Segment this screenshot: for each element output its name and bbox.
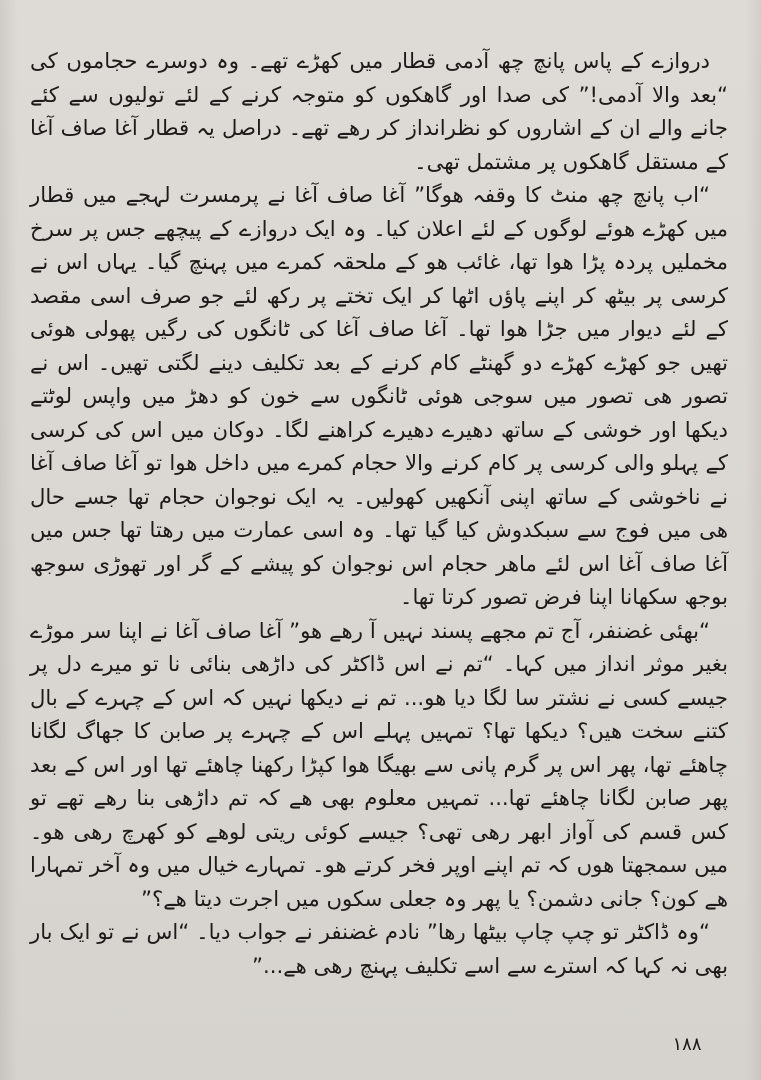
paragraph-2: “اب پانچ چھ منٹ کا وقفہ ھوگا” آغا صاف آغا نے پرمسرت لہجے میں قطار میں کھڑے ھوئے لوگوں کے لئے اعلان کیا۔ وہ ایک دروازے کے پیچھے جس پر سرخ مخملیں پردہ پڑا ھوا تھا، غائب ھو کے ملحقہ کمرے میں پہنچ گیا۔ یہاں اس نے کرسی پر بیٹھ کر اپنے پاؤں اٹھا کر ایک تختے پر رکھ لئے جو صرف اسی مقصد کے لئے دیوار میں جڑا ھوا تھا۔ آغا صاف آغا کی ٹانگوں کی رگیں پھولی ھوئی تھیں جو کھڑے کھڑے دو گھنٹے کام کرنے کے بعد تکلیف دینے لگتی تھیں۔ اس نے تصور ھی تصور میں سوجی ھوئی ٹانگوں سے خون کو دھڑ میں واپس لوٹتے دیکھا اور خوشی کے ساتھ دھیرے دھیرے کراھنے لگا۔ دوکان میں اس کی کرسی کے پہلو والی کرسی پر کام کرنے والا حجام کمرے میں داخل ھوا تو آغا صاف آغا نے ناخوشی کے ساتھ اپنی آنکھیں کھولیں۔ یہ ایک نوجوان حجام تھا جسے حال ھی میں فوج سے سبکدوش کیا گیا تھا۔ وہ اسی عمارت میں رھتا تھا جس میں آغا صاف آغا اس لئے ماھر حجام اس نوجوان کو پیشے کے گر اور تھوڑی سوجھ بوجھ سکھانا اپنا فرض تصور کرتا تھا۔	[30, 182, 728, 609]
paragraph-1: دروازے کے پاس پانچ چھ آدمی قطار میں کھڑے تھے۔ وہ دوسرے حجاموں کی “بعد والا آدمی!” کی صدا اور گاھکوں کو متوجہ کرنے کے لئے تولیوں سے کئے جانے والے ان کے اشاروں کو نظرانداز کر رھے تھے۔ دراصل یہ قطار آغا صاف آغا کے مستقل گاھکوں پر مشتمل تھی۔	[30, 48, 728, 174]
paragraph-3: “بھئی غضنفر، آج تم مجھے پسند نہیں آ رھے ھو” آغا صاف آغا نے اپنا سر موڑے بغیر موثر انداز میں کہا۔ “تم نے اس ڈاکٹر کی داڑھی بنائی نا تو میرے دل پر جیسے کسی نے نشتر سا لگا دیا ھو... تم نے دیکھا نہیں کہ اس کے چہرے کے بال کتنے سخت ھیں؟ دیکھا تھا؟ تمہیں پہلے اس کے چہرے پر صابن کا جھاگ لگانا چاھئے تھا، پھر اس پر گرم پانی سے بھیگا ھوا کپڑا رکھنا چاھئے تھا اور اس کے بعد پھر صابن لگانا چاھئے تھا... تمہیں معلوم بھی ھے کہ تم داڑھی بنا رھے تھے تو کس قسم کی آواز ابھر رھی تھی؟ جیسے کوئی ریتی لوھے کو کھرچ رھی ھو۔ میں سمجھتا ھوں کہ تم اپنے اوپر فخر کرتے ھو۔ تمہارے خیال میں وہ آخر تمہارا ھے کون؟ جانی دشمن؟ یا پھر وہ جعلی سکوں میں اجرت دیتا ھے؟”	[30, 617, 728, 911]
paragraph-4: “وہ ڈاکٹر تو چپ چاپ بیٹھا رھا” نادم غضنفر نے جواب دیا۔ “اس نے تو ایک بار بھی نہ کہا کہ استرے سے اسے تکلیف پہنچ رھی ھے...”	[30, 919, 728, 978]
urdu-text-block	[30, 44, 728, 982]
page-shadow-left	[0, 0, 18, 1080]
page-shadow-right	[745, 0, 761, 1080]
page-number: ۱۸۸	[672, 1034, 702, 1055]
